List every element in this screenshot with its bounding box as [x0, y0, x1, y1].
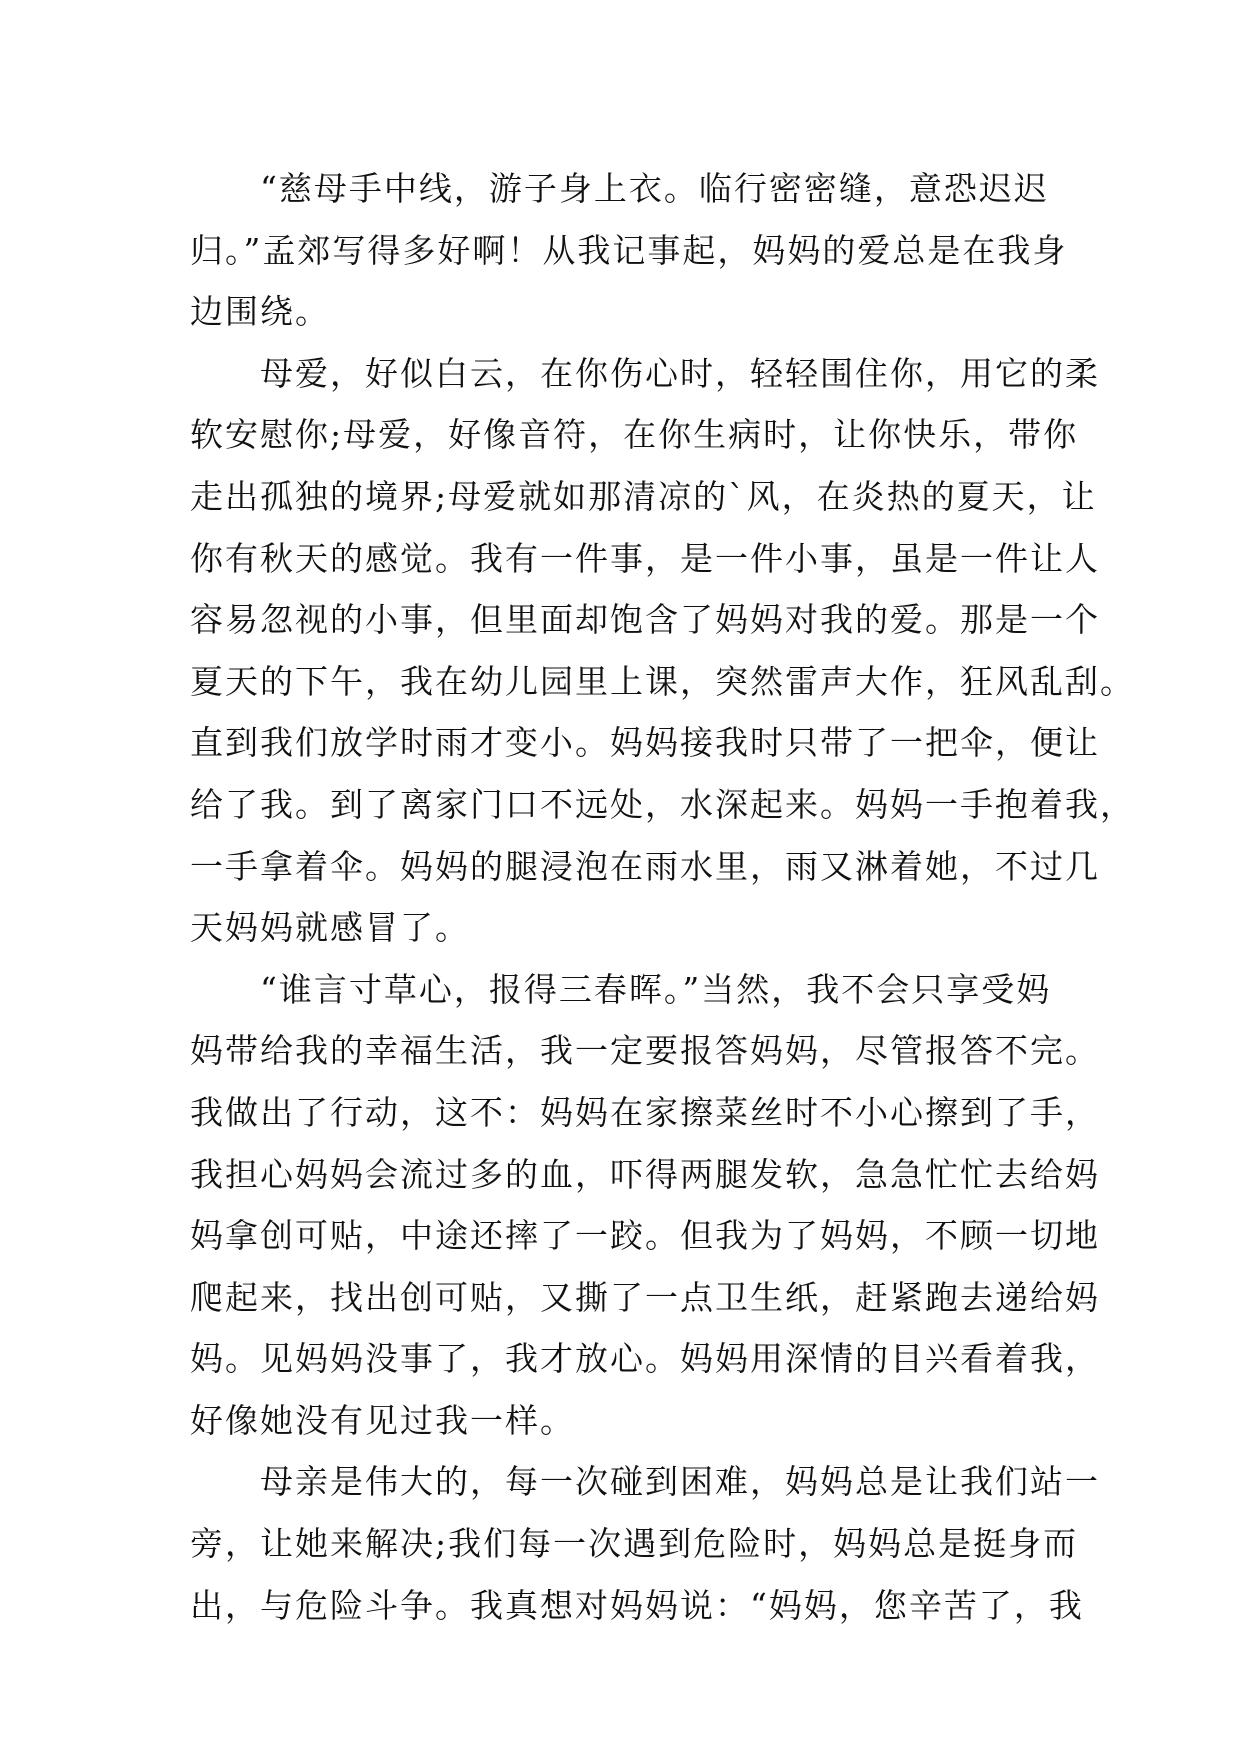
paragraph-line: 妈。见妈妈没事了，我才放心。妈妈用深情的目兴看着我，: [190, 1339, 1100, 1379]
paragraph-line: 母亲是伟大的，每一次碰到困难，妈妈总是让我们站一: [260, 1462, 1100, 1502]
essay-body: [190, 158, 1135, 1636]
paragraph-line: 妈拿创可贴，中途还摔了一跤。但我为了妈妈，不顾一切地: [190, 1216, 1100, 1256]
paragraph-line: 旁，让她来解决;我们每一次遇到危险时，妈妈总是挺身而: [190, 1524, 1079, 1564]
paragraph-line: 给了我。到了离家门口不远处，水深起来。妈妈一手抱着我，: [190, 784, 1135, 824]
paragraph-line: 夏天的下午，我在幼儿园里上课，突然雷声大作，狂风乱刮。: [190, 661, 1135, 701]
paragraph-line: 归。”孟郊写得多好啊！从我记事起，妈妈的爱总是在我身: [190, 230, 1068, 270]
paragraph-line: 边围绕。: [190, 292, 330, 332]
paragraph-line: “谁言寸草心，报得三春晖。”当然，我不会只享受妈: [260, 969, 1052, 1009]
paragraph-line: 容易忽视的小事，但里面却饱含了妈妈对我的爱。那是一个: [190, 600, 1100, 640]
paragraph-line: 一手拿着伞。妈妈的腿浸泡在雨水里，雨又淋着她，不过几: [190, 846, 1100, 886]
paragraph-4: [190, 1451, 1100, 1636]
paragraph-line: 软安慰你;母爱，好像音符，在你生病时，让你快乐，带你: [190, 415, 1079, 455]
paragraph-1: [190, 158, 1068, 343]
paragraph-line: 走出孤独的境界;母爱就如那清凉的`风，在炎热的夏天，让: [190, 476, 1097, 516]
paragraph-line: 妈带给我的幸福生活，我一定要报答妈妈，尽管报答不完。: [190, 1031, 1100, 1071]
paragraph-line: 好像她没有见过我一样。: [190, 1400, 575, 1440]
paragraph-line: 你有秋天的感觉。我有一件事，是一件小事，虽是一件让人: [190, 538, 1100, 578]
paragraph-line: 天妈妈就感冒了。: [190, 908, 470, 948]
paragraph-line: 出，与危险斗争。我真想对妈妈说：“妈妈，您辛苦了，我: [190, 1585, 1084, 1625]
paragraph-2: [190, 343, 1135, 959]
paragraph-line: 我担心妈妈会流过多的血，吓得两腿发软，急急忙忙去给妈: [190, 1154, 1100, 1194]
paragraph-line: 爬起来，找出创可贴，又撕了一点卫生纸，赶紧跑去递给妈: [190, 1277, 1100, 1317]
paragraph-line: 母爱，好似白云，在你伤心时，轻轻围住你，用它的柔: [260, 353, 1100, 393]
paragraph-line: 我做出了行动，这不：妈妈在家擦菜丝时不小心擦到了手，: [190, 1092, 1100, 1132]
paragraph-line: 直到我们放学时雨才变小。妈妈接我时只带了一把伞，便让: [190, 723, 1100, 763]
paragraph-line: “慈母手中线，游子身上衣。临行密密缝，意恐迟迟: [260, 169, 1049, 208]
paragraph-3: [190, 959, 1100, 1452]
